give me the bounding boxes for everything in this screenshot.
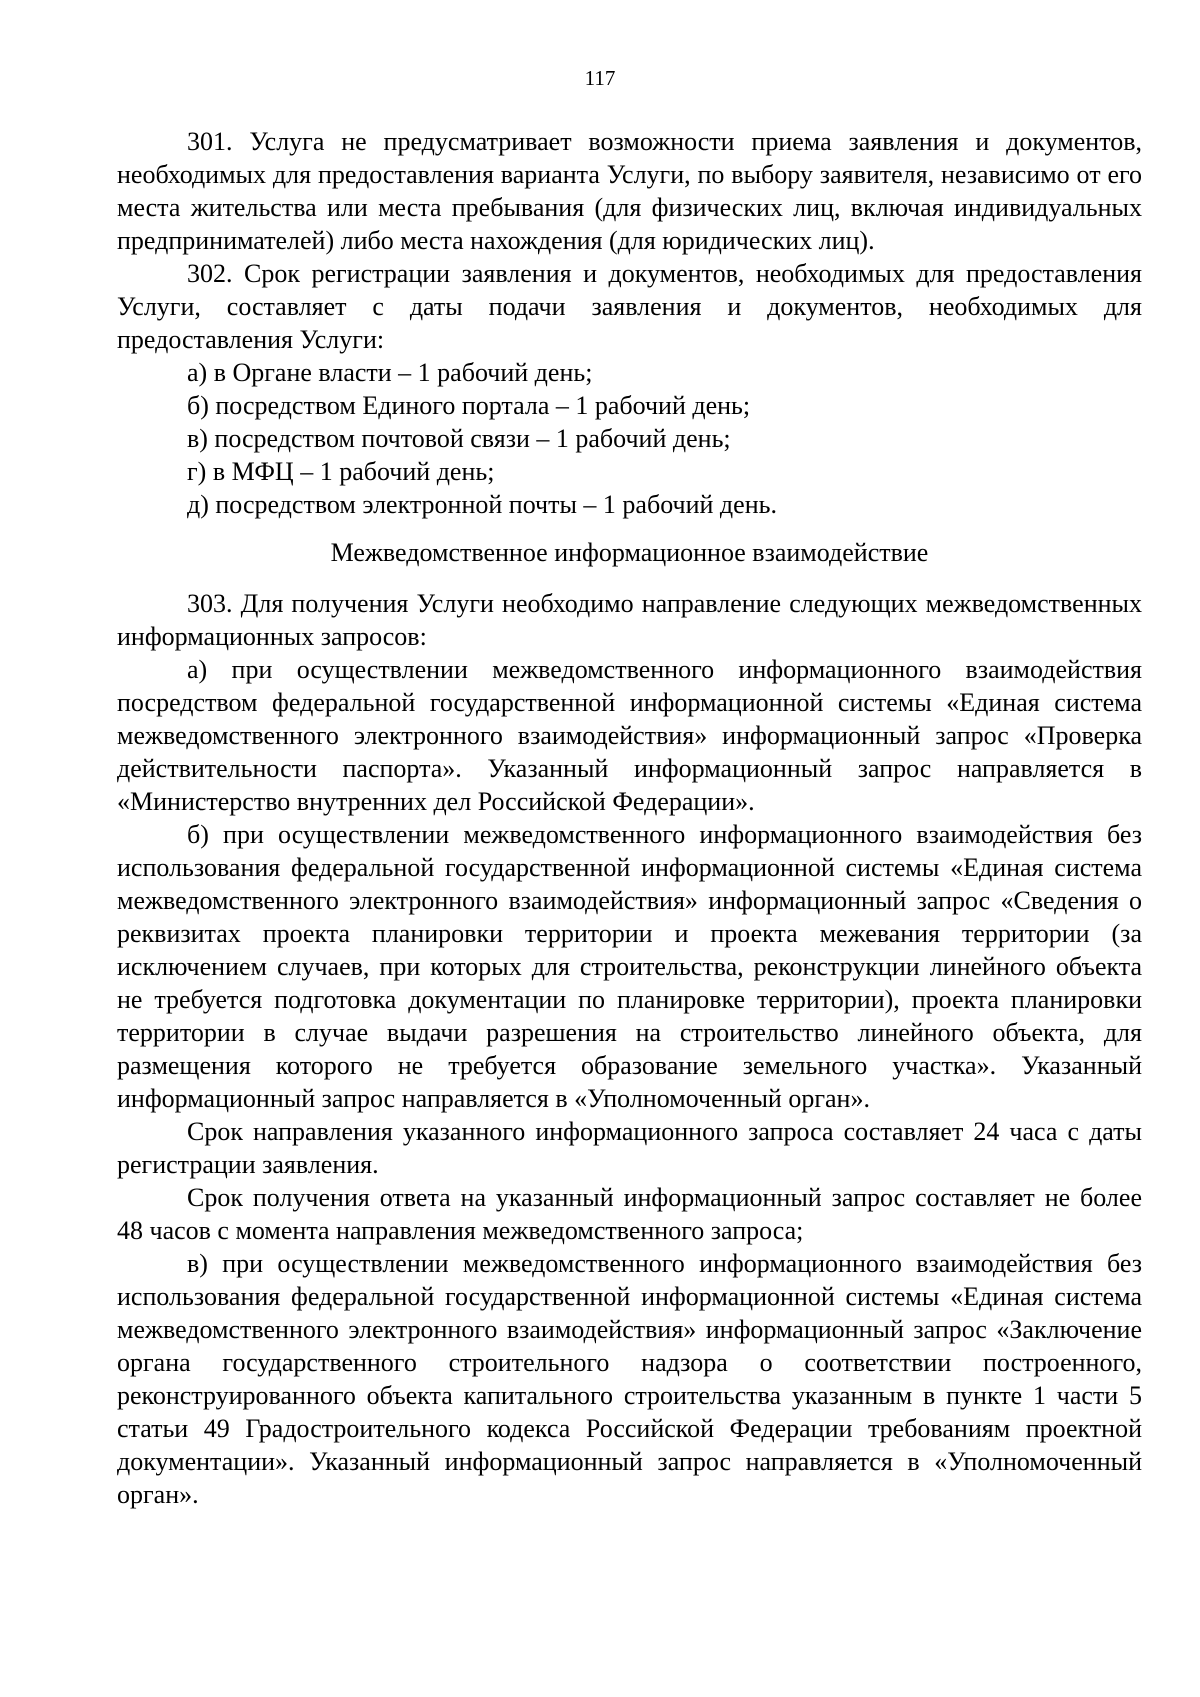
paragraph-request-deadline: Срок направления указанного информационного запроса составляет 24 часа с даты регистрации заявления.: [117, 1117, 1142, 1179]
list-item-302-g: г) в МФЦ – 1 рабочий день;: [187, 457, 495, 486]
list-item-302-v: в) посредством почтовой связи – 1 рабочий день;: [187, 424, 731, 453]
page-number: 117: [584, 66, 616, 90]
paragraph-303: 303. Для получения Услуги необходимо направление следующих межведомственных информационных запросов:: [117, 589, 1142, 651]
list-item-303-v: в) при осуществлении межведомственного информационного взаимодействия без использования федеральной государственной информационной системы «Единая система межведомственного электронного взаимодействия» информационный запрос «Заключение органа государственного строительного надзора о соответствии построенного, реконструированного объекта капитального строительства указанным в пункте 1 части 5 статьи 49 Градостроительного кодекса Российской Федерации требованиям проектной документации». Указанный информационный запрос направляется в «Уполномоченный орган».: [117, 1249, 1142, 1509]
paragraph-response-deadline: Срок получения ответа на указанный информационный запрос составляет не более 48 часов с момента направления межведомственного запроса;: [117, 1183, 1142, 1245]
list-item-302-a: а) в Органе власти – 1 рабочий день;: [187, 358, 593, 387]
document-body: [117, 125, 1142, 1511]
list-item-303-b: б) при осуществлении межведомственного информационного взаимодействия без использования федеральной государственной информационной системы «Единая система межведомственного электронного взаимодействия» информационный запрос «Сведения о реквизитах проекта планировки территории и проекта межевания территории (за исключением случаев, при которых для строительства, реконструкции линейного объекта не требуется подготовка документации по планировке территории), проекта планировки территории в случае выдачи разрешения на строительство линейного объекта, для размещения которого не требуется образование земельного участка». Указанный информационный запрос направляется в «Уполномоченный орган».: [117, 820, 1142, 1113]
paragraph-302: 302. Срок регистрации заявления и документов, необходимых для предоставления Услуги, составляет с даты подачи заявления и документов, необходимых для предоставления Услуги:: [117, 259, 1142, 354]
paragraph-301: 301. Услуга не предусматривает возможности приема заявления и документов, необходимых для предоставления варианта Услуги, по выбору заявителя, независимо от его места жительства или места пребывания (для физических лиц, включая индивидуальных предпринимателей) либо места нахождения (для юридических лиц).: [117, 127, 1142, 255]
list-item-302-b: б) посредством Единого портала – 1 рабочий день;: [187, 391, 751, 420]
list-item-303-a: а) при осуществлении межведомственного информационного взаимодействия посредством федеральной государственной информационной системы «Единая система межведомственного электронного взаимодействия» информационный запрос «Проверка действительности паспорта». Указанный информационный запрос направляется в «Министерство внутренних дел Российской Федерации».: [117, 655, 1142, 816]
list-item-302-d: д) посредством электронной почты – 1 рабочий день.: [187, 490, 777, 519]
section-heading: Межведомственное информационное взаимодействие: [330, 538, 929, 567]
